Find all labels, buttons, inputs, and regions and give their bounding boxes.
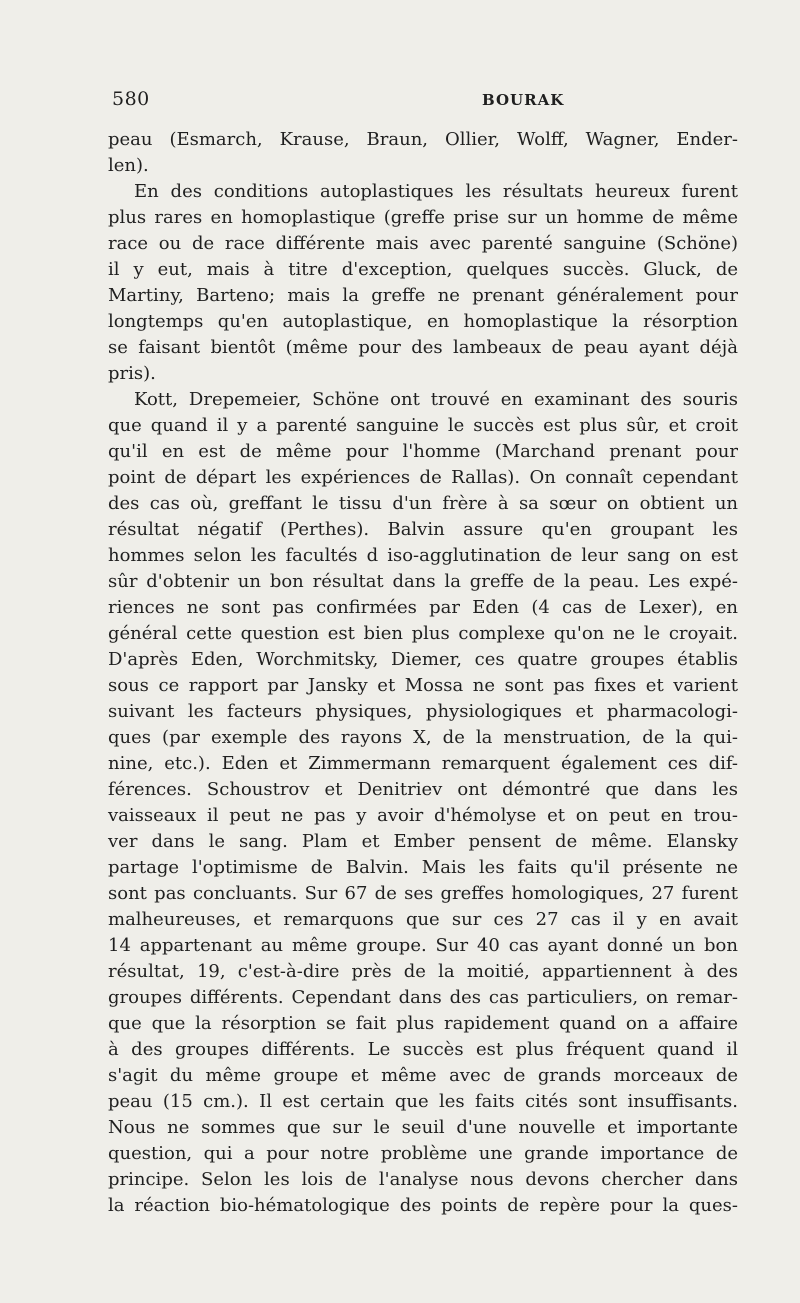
text-line: la réaction bio-hématologique des points de repère pour la ques- <box>108 1195 738 1216</box>
text-line: malheureuses, et remarquons que sur ces 27 cas il y en avait <box>108 909 738 930</box>
text-line: 14 appartenant au même groupe. Sur 40 cas ayant donné un bon <box>108 935 738 956</box>
text-line: peau (Esmarch, Krause, Braun, Ollier, Wolff, Wagner, Ender- <box>108 129 738 150</box>
text-line: point de départ les expériences de Rallas). On connaît cependant <box>108 467 738 488</box>
text-line: s'agit du même groupe et même avec de grands morceaux de <box>108 1065 738 1086</box>
page-header <box>112 88 736 114</box>
text-line: plus rares en homoplastique (greffe prise sur un homme de même <box>108 207 738 228</box>
text-line: à des groupes différents. Le succès est plus fréquent quand il <box>108 1039 738 1060</box>
text-line: len). <box>108 155 149 176</box>
text-line: race ou de race différente mais avec parenté sanguine (Schöne) <box>108 233 738 254</box>
text-line: Nous ne sommes que sur le seuil d'une nouvelle et importante <box>108 1117 738 1138</box>
text-line: nine, etc.). Eden et Zimmermann remarquent également ces dif- <box>108 753 738 774</box>
running-head: BOURAK <box>482 91 565 109</box>
text-line: principe. Selon les lois de l'analyse nous devons chercher dans <box>108 1169 738 1190</box>
text-line: D'après Eden, Worchmitsky, Diemer, ces quatre groupes établis <box>108 649 738 670</box>
text-line: des cas où, greffant le tissu d'un frère à sa sœur on obtient un <box>108 493 738 514</box>
page-number: 580 <box>112 88 150 110</box>
text-line: général cette question est bien plus complexe qu'on ne le croyait. <box>108 623 738 644</box>
text-line: férences. Schoustrov et Denitriev ont démontré que dans les <box>108 779 738 800</box>
text-line: ver dans le sang. Plam et Ember pensent de même. Elansky <box>108 831 738 852</box>
text-line: que que la résorption se fait plus rapidement quand on a affaire <box>108 1013 738 1034</box>
text-line: groupes différents. Cependant dans des cas particuliers, on remar- <box>108 987 738 1008</box>
text-line: se faisant bientôt (même pour des lambeaux de peau ayant déjà <box>108 337 738 358</box>
body-text <box>108 127 738 1219</box>
text-line: hommes selon les facultés d iso-agglutination de leur sang on est <box>108 545 738 566</box>
text-line: longtemps qu'en autoplastique, en homoplastique la résorption <box>108 311 738 332</box>
text-line: suivant les facteurs physiques, physiologiques et pharmacologi- <box>108 701 738 722</box>
text-line: qu'il en est de même pour l'homme (Marchand prenant pour <box>108 441 738 462</box>
text-line: il y eut, mais à titre d'exception, quelques succès. Gluck, de <box>108 259 738 280</box>
text-line: sous ce rapport par Jansky et Mossa ne sont pas fixes et varient <box>108 675 738 696</box>
text-line: résultat négatif (Perthes). Balvin assure qu'en groupant les <box>108 519 738 540</box>
text-line: peau (15 cm.). Il est certain que les faits cités sont insuffisants. <box>108 1091 738 1112</box>
text-line: Kott, Drepemeier, Schöne ont trouvé en examinant des souris <box>134 389 738 410</box>
text-line: riences ne sont pas confirmées par Eden (4 cas de Lexer), en <box>108 597 738 618</box>
text-line: résultat, 19, c'est-à-dire près de la moitié, appartiennent à des <box>108 961 738 982</box>
text-line: question, qui a pour notre problème une grande importance de <box>108 1143 738 1164</box>
text-line: Martiny, Barteno; mais la greffe ne prenant généralement pour <box>108 285 738 306</box>
text-line: vaisseaux il peut ne pas y avoir d'hémolyse et on peut en trou- <box>108 805 738 826</box>
text-line: En des conditions autoplastiques les résultats heureux furent <box>134 181 738 202</box>
text-line: sûr d'obtenir un bon résultat dans la greffe de la peau. Les expé- <box>108 571 738 592</box>
text-line: que quand il y a parenté sanguine le succès est plus sûr, et croit <box>108 415 738 436</box>
text-line: ques (par exemple des rayons X, de la menstruation, de la qui- <box>108 727 738 748</box>
text-line: pris). <box>108 363 156 384</box>
text-line: sont pas concluants. Sur 67 de ses greffes homologiques, 27 furent <box>108 883 738 904</box>
text-line: partage l'optimisme de Balvin. Mais les faits qu'il présente ne <box>108 857 738 878</box>
